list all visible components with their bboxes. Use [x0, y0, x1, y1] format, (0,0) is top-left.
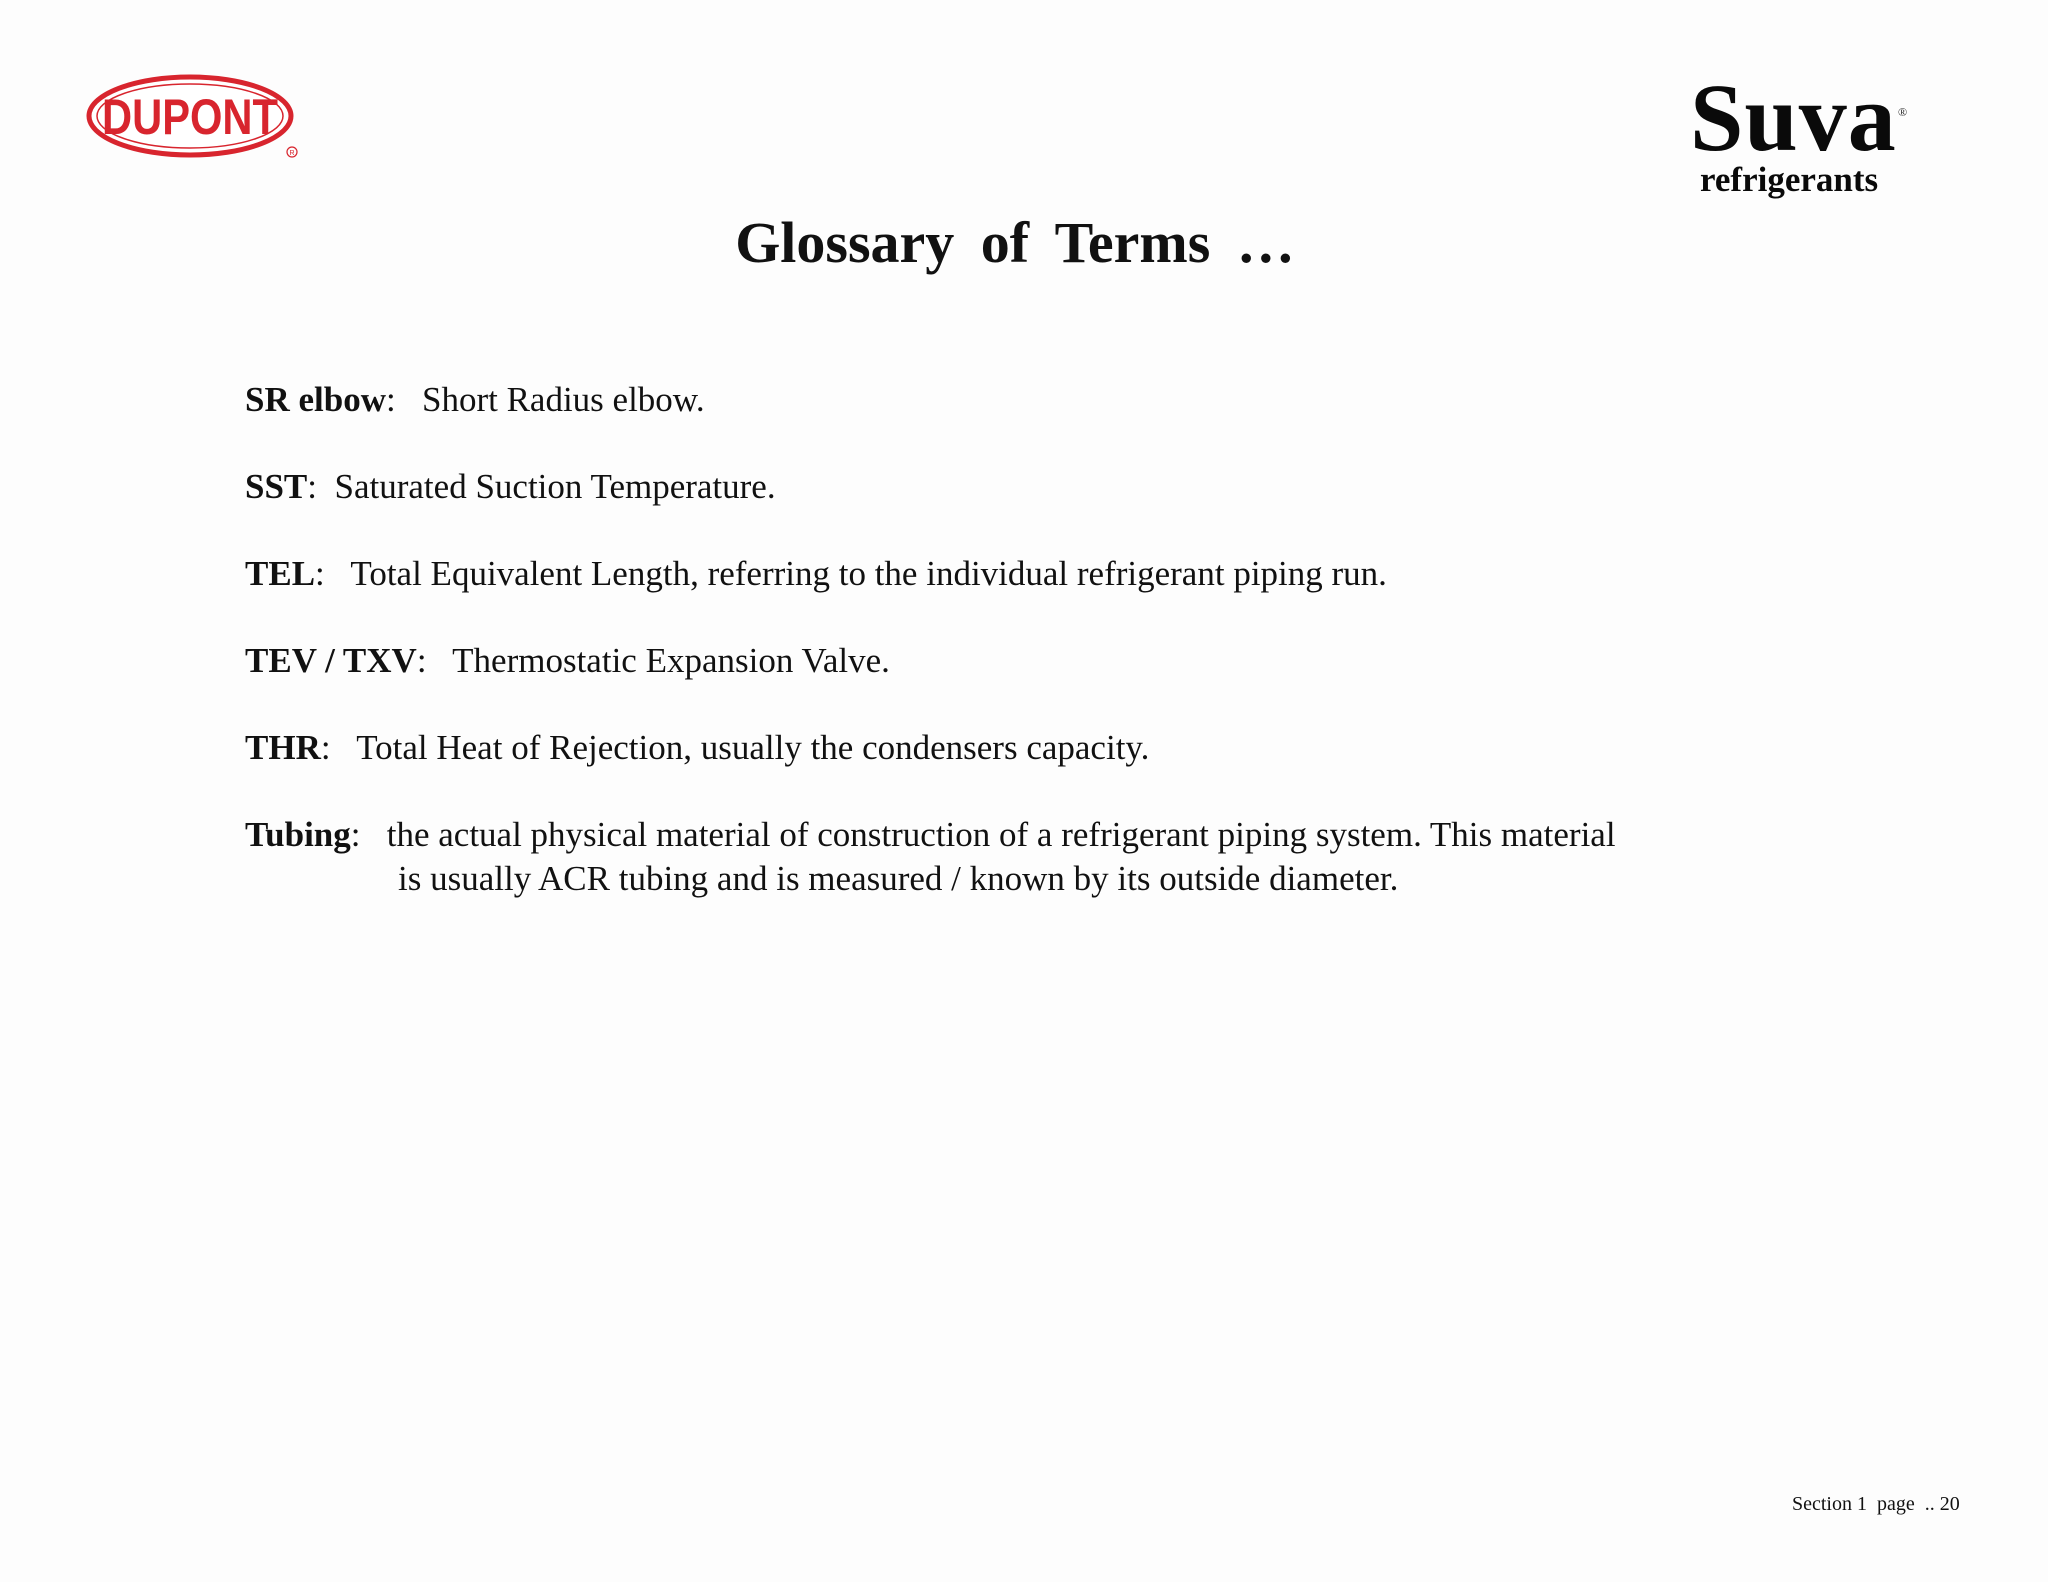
- suva-logo-subtitle: refrigerants: [1700, 160, 1879, 199]
- glossary-definition: Total Equivalent Length, referring to the individual refrigerant piping run.: [350, 554, 1387, 593]
- glossary-definition: Thermostatic Expansion Valve.: [452, 641, 890, 680]
- glossary-entry: THR: Total Heat of Rejection, usually the condensers capacity.: [245, 728, 1150, 767]
- suva-logo: [1690, 64, 1920, 199]
- glossary-entry: SR elbow: Short Radius elbow.: [245, 380, 705, 419]
- glossary-term: THR: [245, 728, 321, 767]
- glossary-term: Tubing: [245, 815, 351, 854]
- suva-logo-name: Suva: [1690, 64, 1897, 171]
- glossary-entry: TEV / TXV: Thermostatic Expansion Valve.: [245, 641, 890, 680]
- glossary-entry: Tubing: the actual physical material of construction of a refrigerant piping system. This material is usually ACR tubing and is measured / known by its outside diameter.: [245, 813, 1805, 901]
- glossary-definition: Total Heat of Rejection, usually the condensers capacity.: [356, 728, 1150, 767]
- glossary-definition: Short Radius elbow.: [421, 380, 705, 419]
- registered-mark: ®: [1898, 105, 1908, 119]
- dupont-logo-wordmark: DUPONT: [102, 89, 278, 145]
- glossary-term: SST: [245, 467, 308, 506]
- page-title: Glossary of Terms …: [735, 210, 1295, 275]
- glossary-definition: the actual physical material of construction of a refrigerant piping system. This material: [386, 815, 1616, 854]
- page-footer: Section 1 page .. 20: [1792, 1493, 1960, 1515]
- dupont-logo: [86, 72, 304, 160]
- glossary-term: TEL: [245, 554, 316, 593]
- glossary-entry: SST: Saturated Suction Temperature.: [245, 467, 776, 506]
- glossary-term: TEV / TXV: [245, 641, 417, 680]
- glossary-term: SR elbow: [245, 380, 386, 419]
- glossary-definition: Saturated Suction Temperature.: [334, 467, 776, 506]
- glossary-definition-continuation: is usually ACR tubing and is measured / known by its outside diameter.: [398, 859, 1399, 898]
- glossary-list: [245, 378, 1805, 944]
- glossary-entry: TEL: Total Equivalent Length, referring to the individual refrigerant piping run.: [245, 554, 1387, 593]
- svg-text:R: R: [289, 150, 295, 157]
